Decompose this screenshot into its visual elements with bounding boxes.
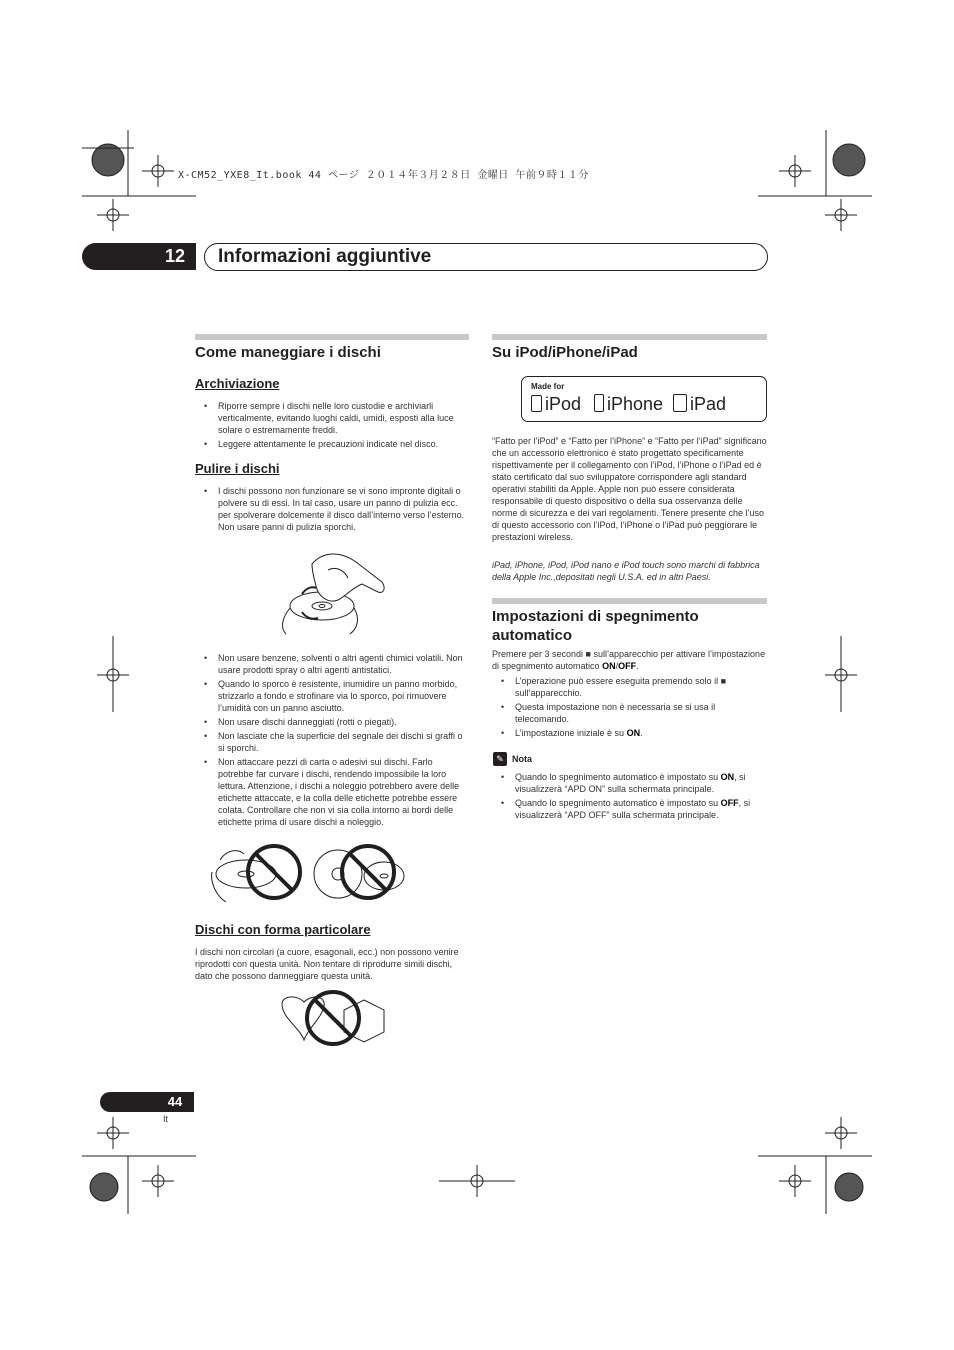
trademark-text: iPad, iPhone, iPod, iPod nano e iPod touch sono marchi di fabbrica della Apple Inc.,depositati negli U.S.A. ed in altri Paesi. — [492, 560, 760, 582]
note-icon: ✎ — [493, 752, 507, 766]
no-shaped-disc-illustration — [278, 990, 388, 1046]
apd-off: OFF — [618, 661, 637, 671]
subsection-archiviazione: Archiviazione — [195, 376, 280, 391]
list-item: • Non usare benzene, solventi o altri agenti chimici volatili. Non usare prodotti spray o altri agenti antistatici. — [196, 652, 470, 676]
page-language: It — [163, 1114, 169, 1124]
subsection-pulire: Pulire i dischi — [195, 461, 280, 476]
note2-off: OFF — [720, 798, 739, 808]
note2-text: Quando lo spegnimento automatico è impostato su — [515, 798, 721, 808]
apd-intro-text: Premere per 3 secondi ■ sull’apparecchio per attivare l’impostazione di spegnimento automatico — [492, 649, 766, 671]
list-item: • L’operazione può essere eseguita premendo solo il ■ sull’apparecchio. — [493, 675, 768, 699]
section-title-ipod: Su iPod/iPhone/iPad — [492, 344, 638, 361]
list-pulire-2 — [196, 652, 470, 830]
list-item — [493, 771, 768, 795]
iphone-device-icon — [594, 394, 604, 412]
apd-initial-on: ON — [626, 728, 641, 738]
product-iphone: iPhone — [607, 394, 664, 414]
note1-end: , si visualizzerà “APD ON” sulla schermata principale. — [515, 772, 746, 794]
apd-period: . — [636, 661, 639, 671]
print-header: X-CM52_YXE8_It.book 44 ページ ２０１４年３月２８日 金曜日 午前９時１１分 — [178, 170, 589, 181]
note-label: Nota — [512, 754, 532, 764]
made-for-iphone — [594, 394, 663, 415]
note1-on: ON — [720, 772, 735, 782]
chapter-title: Informazioni aggiuntive — [218, 246, 432, 267]
list-item — [493, 727, 768, 739]
no-sticker-illustration — [208, 842, 408, 904]
list-item: • Riporre sempre i dischi nelle loro custodie e archiviarli verticalmente, evitando luoghi caldi, umidi, esposti alla luce solare o estremamente freddi. — [196, 400, 470, 436]
list-item: • Non lasciate che la superficie del segnale dei dischi si graffi o si sporchi. — [196, 730, 470, 754]
list-item: • Leggere attentamente le precauzioni indicate nel disco. — [196, 438, 470, 450]
subsection-forma: Dischi con forma particolare — [195, 922, 371, 937]
list-archiviazione — [196, 400, 470, 452]
list-item: • I dischi possono non funzionare se vi sono impronte digitali o polvere su di essi. In tal caso, usare un panno di pulizia ecc. per spolverare dolcemente il disco dall’interno verso l’esterno. Non usare panni di pulizia sporchi. — [196, 485, 470, 533]
forma-text: I dischi non circolari (a cuore, esagonali, ecc.) non possono venire riprodotti con questa unità. Non tentare di riprodurre simili dischi, dato che possono danneggiare questa unità. — [195, 947, 459, 981]
list-item: • Questa impostazione non è necessaria se si usa il telecomando. — [493, 701, 768, 725]
list-pulire — [196, 485, 470, 535]
ipad-device-icon — [673, 394, 687, 412]
section-title-apd: Impostazioni di spegnimento automatico — [492, 608, 699, 644]
list-nota — [493, 771, 768, 823]
page-number: 44 — [167, 1094, 183, 1109]
section-title-dischi: Come maneggiare i dischi — [195, 344, 381, 361]
list-item — [493, 797, 768, 821]
made-for-ipod — [531, 394, 581, 415]
made-for-label: Made for — [531, 382, 565, 391]
chapter-number: 12 — [164, 246, 186, 266]
apd-initial-text: L’impostazione iniziale è su — [515, 728, 627, 738]
disc-cleaning-illustration — [272, 548, 390, 636]
section-bar-apd — [492, 598, 767, 604]
apd-initial-end: . — [640, 728, 643, 738]
note1-text: Quando lo spegnimento automatico è impostato su — [515, 772, 721, 782]
made-for-ipad — [673, 394, 726, 415]
apd-slash: / — [615, 661, 619, 671]
ipod-device-icon — [531, 395, 542, 412]
list-item: • Non attaccare pezzi di carta o adesivi sui dischi. Farlo potrebbe far curvare i dischi, rendendo impossibile la loro lettura. Attenzione, i dischi a noleggio potrebbero avere delle etichette attaccate, e la colla delle etichette potrebbe essere colata. Controllare che non vi sia colla intorno ai bordi delle etichette prima di usare dischi a noleggio. — [196, 756, 470, 828]
product-ipad: iPad — [690, 394, 727, 414]
section-bar-dischi — [195, 334, 469, 340]
note2-end: , si visualizzerà “APD OFF” sulla schermata principale. — [515, 798, 751, 820]
list-item: • Non usare dischi danneggiati (rotti o piegati). — [196, 716, 470, 728]
list-item: • Quando lo sporco è resistente, inumidire un panno morbido, strizzarlo a fondo e strofinare via lo sporco, poi rimuovere l’umidità con un panno asciutto. — [196, 678, 470, 714]
ipod-text: “Fatto per l’iPod” e “Fatto per l’iPhone” e “Fatto per l’iPad” significano che un accessorio elettronico è stato progettato specificamente rispettivamente per il collegamento con l’iPod, l’iPhone o l’iPad ed è stato certificato dal suo sviluppatore corrispondere agli standard operativi stabiliti da Apple. Apple non può essere considerata responsabile di questo dispositivo o della sua osservanza delle norme di sicurezza e dei vari regolamenti. Tenere presente che l’uso di questo accessorio con l’iPod, l’iPhone o l’iPad può peggiorare le prestazioni wireless. — [492, 436, 767, 542]
section-bar-ipod — [492, 334, 767, 340]
apd-on: ON — [602, 661, 616, 671]
list-apd — [493, 675, 768, 741]
apd-intro — [492, 648, 767, 672]
product-ipod: iPod — [545, 394, 582, 414]
